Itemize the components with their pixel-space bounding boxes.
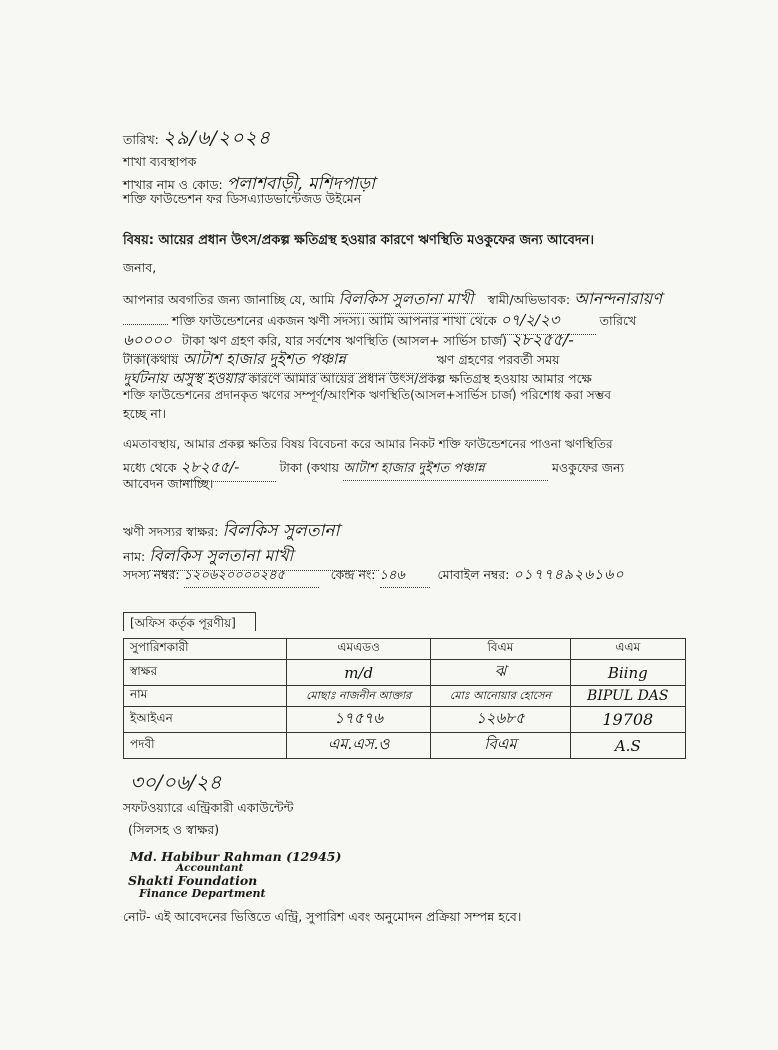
table-row bbox=[124, 660, 686, 686]
date-row bbox=[123, 124, 271, 156]
table-header-row bbox=[124, 639, 686, 660]
waive-amount-handwritten: ২৮২৫৫/- bbox=[181, 456, 276, 482]
member-id-label: সদস্য নম্বর: bbox=[123, 567, 180, 582]
bm-signature: ঝ bbox=[431, 660, 570, 686]
reason-handwritten: দুর্ঘটনায় অসুস্থ হওয়ার bbox=[123, 371, 245, 387]
table-row bbox=[124, 707, 686, 733]
member-name-handwritten: বিলকিস সুলতানা মাখী bbox=[339, 288, 484, 314]
stamp-name: Md. Habibur Rahman (12945) bbox=[130, 849, 342, 864]
mso-ein: ১৭৫৭৬ bbox=[287, 707, 431, 733]
manager-label: শাখা ব্যবস্থাপক bbox=[123, 154, 197, 169]
footer-note: নোট- এই আবেদনের ভিত্তিতে এন্ট্রি, সুপারিশ এবং অনুমোদন প্রক্রিয়া সম্পন্ন হবে। bbox=[123, 909, 522, 924]
mso-signature: m/d bbox=[287, 660, 431, 686]
body-text: শক্তি ফাউন্ডেশনের একজন ঋণী সদস্য। আমি আপনার শাখা থেকে bbox=[171, 313, 497, 328]
subject-line: বিষয়: আয়ের প্রধান উৎস/প্রকল্প ক্ষতিগ্রস্থ হওয়ার কারণে ঋণস্থিতি মওকুফের জন্য আবেদন। bbox=[123, 233, 595, 248]
body-text: তারিখে bbox=[599, 313, 637, 328]
col-header-mso: এমএডও bbox=[287, 639, 431, 660]
body-text: টাকা ঋণ গ্রহণ করি, যার সর্বশেষ ঋণস্থিতি (আসল+ সার্ভিস চার্জ) bbox=[181, 333, 507, 348]
col-header-am: এএম bbox=[570, 639, 685, 660]
bm-ein: ১২৬৮৫ bbox=[431, 707, 570, 733]
table-row bbox=[124, 733, 686, 759]
member-signature: বিলকিস সুলতানা bbox=[222, 521, 340, 541]
center-label: কেন্দ্র নং: bbox=[330, 567, 376, 582]
body-p2-line-1: এমতাবস্থায়, আমার প্রকল্প ক্ষতির বিষয় বিবেচনা করে আমার নিকট শক্তি ফাউন্ডেশনের পাওনা ঋণস্থিতির bbox=[123, 437, 613, 451]
body-text: মওকুফের জন্য bbox=[551, 460, 625, 475]
body-line-7: হচ্ছে না। bbox=[123, 406, 166, 421]
member-sign-label: ঋণী সদস্যর স্বাক্ষর: bbox=[123, 524, 219, 539]
branch-value: পলাশবাড়ী, মশিদপাড়া bbox=[226, 174, 375, 194]
member-name-value: বিলকিস সুলতানা মাখী bbox=[149, 543, 379, 571]
mso-name: মোছাঃ নাজনীন আক্তার bbox=[287, 686, 431, 707]
mobile-value: ০১৭৭৪৯২৬১৬০ bbox=[513, 567, 625, 583]
member-id-value: ১২০৬২০০০০২৪৫ bbox=[184, 566, 319, 588]
row-label-designation: পদবী bbox=[124, 733, 287, 759]
org-label: শক্তি ফাউন্ডেশন ফর ডিসএ্যাডভান্টেজড উইমেন bbox=[123, 191, 362, 206]
office-table bbox=[123, 638, 686, 759]
col-header-bm: বিএম bbox=[431, 639, 570, 660]
stamp-org: Shakti Foundation bbox=[128, 873, 258, 888]
mso-designation: এম.এস.ও bbox=[287, 733, 431, 759]
stamp-dept: Finance Department bbox=[139, 887, 266, 900]
mobile-label: মোবাইল নম্বর: bbox=[437, 567, 510, 582]
center-value: ১৪৬ bbox=[380, 566, 430, 588]
body-line-6: শক্তি ফাউন্ডেশনের প্রদানকৃত ঋণের সম্পূর্ণ/আংশিক ঋণস্থিতি(আসল+সার্ভিস চার্জ) পরিশোধ করা সম্ভব bbox=[123, 388, 611, 402]
date-label: তারিখ: bbox=[123, 132, 159, 147]
am-signature: Biing bbox=[570, 660, 685, 686]
guardian-handwritten: আনন্দনারায়ণ bbox=[574, 289, 662, 308]
table-row bbox=[124, 686, 686, 707]
balance-handwritten: ২৮২৫৫/- bbox=[510, 330, 574, 349]
body-text: মধ্যে থেকে bbox=[123, 460, 177, 475]
stamp-title: Accountant bbox=[176, 862, 244, 874]
body-text: ঋণ গ্রহণের পরবর্তী সময় bbox=[436, 352, 560, 367]
accountant-label: সফটওয়্যারে এন্ট্রিকারী একাউন্টেন্ট bbox=[123, 800, 294, 815]
balance-words-handwritten: আটাশ হাজার দুইশত পঞ্চান্ন bbox=[183, 348, 433, 374]
salutation: জনাব, bbox=[123, 260, 157, 275]
body-text: কারণে আমার আয়ের প্রধান উৎস/প্রকল্প ক্ষতিগ্রস্থ হওয়ায় আমার পক্ষে bbox=[248, 371, 592, 386]
date-value: ২৯/৬/২০২৪ bbox=[162, 127, 272, 149]
office-box-label: [অফিস কর্তৃক পূরণীয়] bbox=[123, 612, 256, 631]
branch-label: শাখার নাম ও কোড: bbox=[123, 177, 223, 192]
body-text: আপনার অবগতির জন্য জানাচ্ছি যে, আমি bbox=[123, 292, 335, 307]
bm-name: মোঃ আনোয়ার হোসেন bbox=[431, 686, 570, 707]
am-ein: 19708 bbox=[570, 707, 685, 733]
body-p2-line-3: আবেদন জানাচ্ছি। bbox=[123, 476, 214, 491]
bm-designation: বিএম bbox=[431, 733, 570, 759]
waive-words-handwritten: আটাশ হাজার দুইশত পঞ্চান্ন bbox=[343, 459, 548, 481]
col-header-recommender: সুপারিশকারী bbox=[124, 639, 287, 660]
body-text: টাকা (কথায় bbox=[279, 460, 339, 475]
member-name-label: নাম: bbox=[123, 549, 146, 564]
member-id-row bbox=[123, 563, 624, 588]
seal-label: (সিলসহ ও স্বাক্ষর) bbox=[128, 822, 220, 837]
row-label-ein: ইআইএন bbox=[124, 707, 287, 733]
body-text: টাকা(কথায় bbox=[123, 352, 179, 367]
am-designation: A.S bbox=[570, 733, 685, 759]
loan-amount-handwritten: ৬০০০০ bbox=[123, 329, 178, 355]
body-text: স্বামী/অভিভাবক: bbox=[487, 292, 571, 307]
loan-date-handwritten: ০৭/২/২৩ bbox=[501, 309, 596, 335]
member-sign-row bbox=[123, 518, 339, 546]
row-label-signature: স্বাক্ষর bbox=[124, 660, 287, 686]
accountant-signature: ৩০/০৬/২৪ bbox=[130, 770, 222, 794]
am-name: BIPUL DAS bbox=[570, 686, 685, 707]
row-label-name: নাম bbox=[124, 686, 287, 707]
